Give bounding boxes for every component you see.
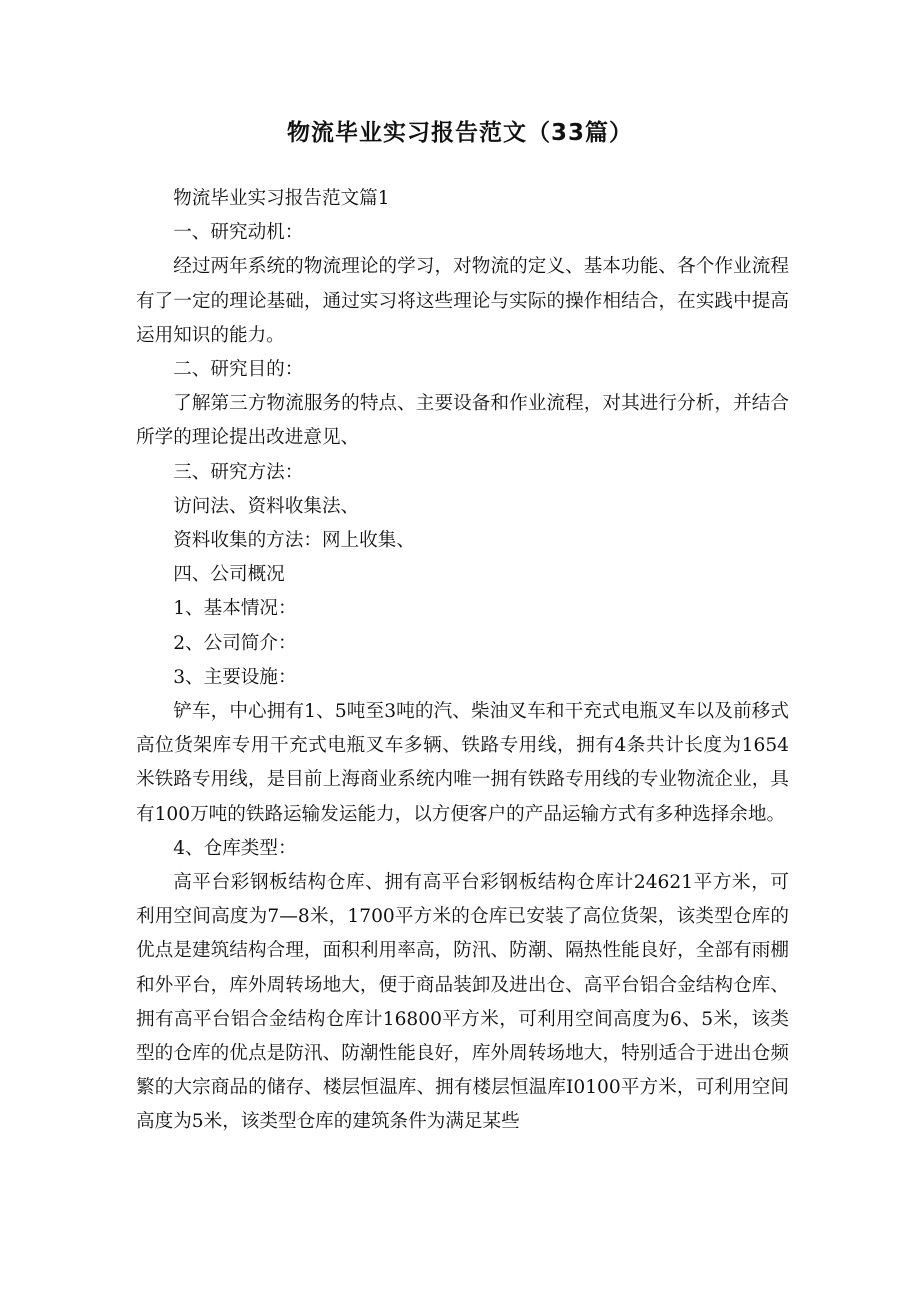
body-paragraph: 高平台彩钢板结构仓库、拥有高平台彩钢板结构仓库计24621平方米，可利用空间高度为7—8米，1700平方米的仓库已安装了高位货架，该类型仓库的优点是建筑结构合理，面积利用率高，防汛、防潮、隔热性能良好，全部有雨棚和外平台，库外周转场地大，便于商品装卸及进出仓、高平台铝合金结构仓库、拥有高平台铝合金结构仓库计16800平方米，可利用空间高度为6、5米，该类型的仓库的优点是防汛、防潮性能良好，库外周转场地大，特别适合于进出仓频繁的大宗商品的储存、楼层恒温库、拥有楼层恒温库I0100平方米，可利用空间高度为5米，该类型仓库的建筑条件为满足某些 xyxy=(136,872,789,1133)
body-paragraph: 3、主要设施： xyxy=(173,666,297,688)
body-paragraph: 资料收集的方法：网上收集、 xyxy=(173,530,415,552)
body-paragraph: 二、研究目的： xyxy=(173,359,304,381)
body-paragraph: 了解第三方物流服务的特点、主要设备和作业流程，对其进行分析，并结合所学的理论提出改进意见、 xyxy=(136,393,789,449)
body-paragraph: 物流毕业实习报告范文篇1 xyxy=(173,188,390,209)
body-paragraph: 铲车，中心拥有1、5吨至3吨的汽、柴油叉车和干充式电瓶叉车以及前移式高位货架库专用干充式电瓶叉车多辆、铁路专用线，拥有4条共计长度为1654米铁路专用线，是目前上海商业系统内唯一拥有铁路专用线的专业物流企业，具有100万吨的铁路运输发运能力，以方便客户的产品运输方式有多种选择余地。 xyxy=(136,701,789,825)
body-paragraph: 2、公司简介： xyxy=(173,632,297,654)
body-paragraph: 一、研究动机： xyxy=(173,222,304,244)
body-paragraph: 1、基本情况： xyxy=(173,598,297,620)
document-title: 物流毕业实习报告范文（33篇） xyxy=(286,120,633,146)
body-paragraph: 访问法、资料收集法、 xyxy=(173,495,360,517)
body-paragraph: 三、研究方法： xyxy=(173,461,304,483)
document-body xyxy=(136,182,789,1140)
body-paragraph: 经过两年系统的物流理论的学习，对物流的定义、基本功能、各个作业流程有了一定的理论基础，通过实习将这些理论与实际的操作相结合，在实践中提高运用知识的能力。 xyxy=(136,256,789,346)
body-paragraph: 四、公司概况 xyxy=(173,564,285,586)
body-paragraph: 4、仓库类型： xyxy=(173,837,297,859)
